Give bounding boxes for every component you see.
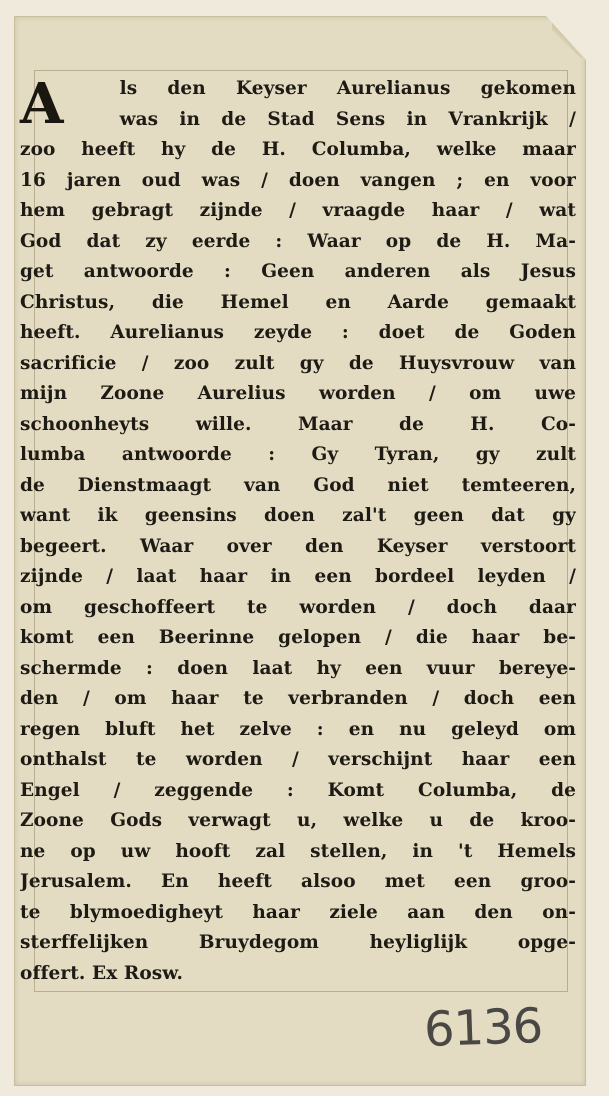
- text-line: mijn Zoone Aurelius worden / om uwe: [20, 383, 576, 404]
- text-line: de Dienstmaagt van God niet temteeren,: [20, 474, 576, 496]
- text-line: sterffelijken Bruydegom heyliglijk opge-: [20, 932, 576, 953]
- body-text: [20, 71, 576, 989]
- text-line: om geschoffeert te worden / doch daar: [20, 596, 576, 618]
- text-line: zijnde / laat haar in een bordeel leyden /: [20, 566, 576, 587]
- drop-cap-initial: A: [20, 71, 64, 137]
- text-line: komt een Beerinne gelopen / die haar be-: [20, 627, 576, 648]
- text-line: schoonheyts wille. Maar de H. Co-: [20, 413, 576, 435]
- text-line: lumba antwoorde : Gy Tyran, gy zult: [20, 444, 576, 465]
- text-line: God dat zy eerde : Waar op de H. Ma-: [20, 230, 576, 252]
- text-line: Zoone Gods verwagt u, welke u de kroo-: [20, 810, 576, 831]
- text-line: want ik geensins doen zal't geen dat gy: [20, 505, 576, 526]
- text-line: offert. Ex Rosw.: [20, 962, 184, 984]
- text-line: regen bluft het zelve : en nu geleyd om: [20, 718, 576, 740]
- text-line: te blymoedigheyt haar ziele aan den on-: [20, 901, 576, 923]
- text-line: den / om haar te verbranden / doch een: [20, 688, 576, 709]
- text-line: Christus, die Hemel en Aarde gemaakt: [20, 291, 576, 313]
- folded-corner: [546, 16, 586, 60]
- text-line: zoo heeft hy de H. Columba, welke maar: [20, 139, 576, 160]
- text-line: ne op uw hooft zal stellen, in 't Hemels: [20, 840, 576, 862]
- text-line: onthalst te worden / verschijnt haar een: [20, 749, 576, 770]
- text-line: ls den Keyser Aurelianus gekomen: [119, 78, 576, 99]
- text-line: heeft. Aurelianus zeyde : doet de Goden: [20, 322, 576, 343]
- text-line: begeert. Waar over den Keyser verstoort: [20, 535, 576, 557]
- text-line: 16 jaren oud was / doen vangen ; en voor: [20, 169, 576, 191]
- handwritten-catalog-number: 6136: [423, 997, 544, 1059]
- text-line: hem gebragt zijnde / vraagde haar / wat: [20, 200, 576, 221]
- text-line: was in de Stad Sens in Vrankrijk /: [119, 108, 576, 130]
- text-line: Jerusalem. En heeft alsoo met een groo-: [20, 871, 576, 892]
- text-line: sacrificie / zoo zult gy de Huysvrouw van: [20, 352, 576, 374]
- text-line: schermde : doen laat hy een vuur bereye-: [20, 657, 576, 679]
- text-line: Engel / zeggende : Komt Columba, de: [20, 779, 576, 801]
- text-line: get antwoorde : Geen anderen als Jesus: [20, 261, 576, 282]
